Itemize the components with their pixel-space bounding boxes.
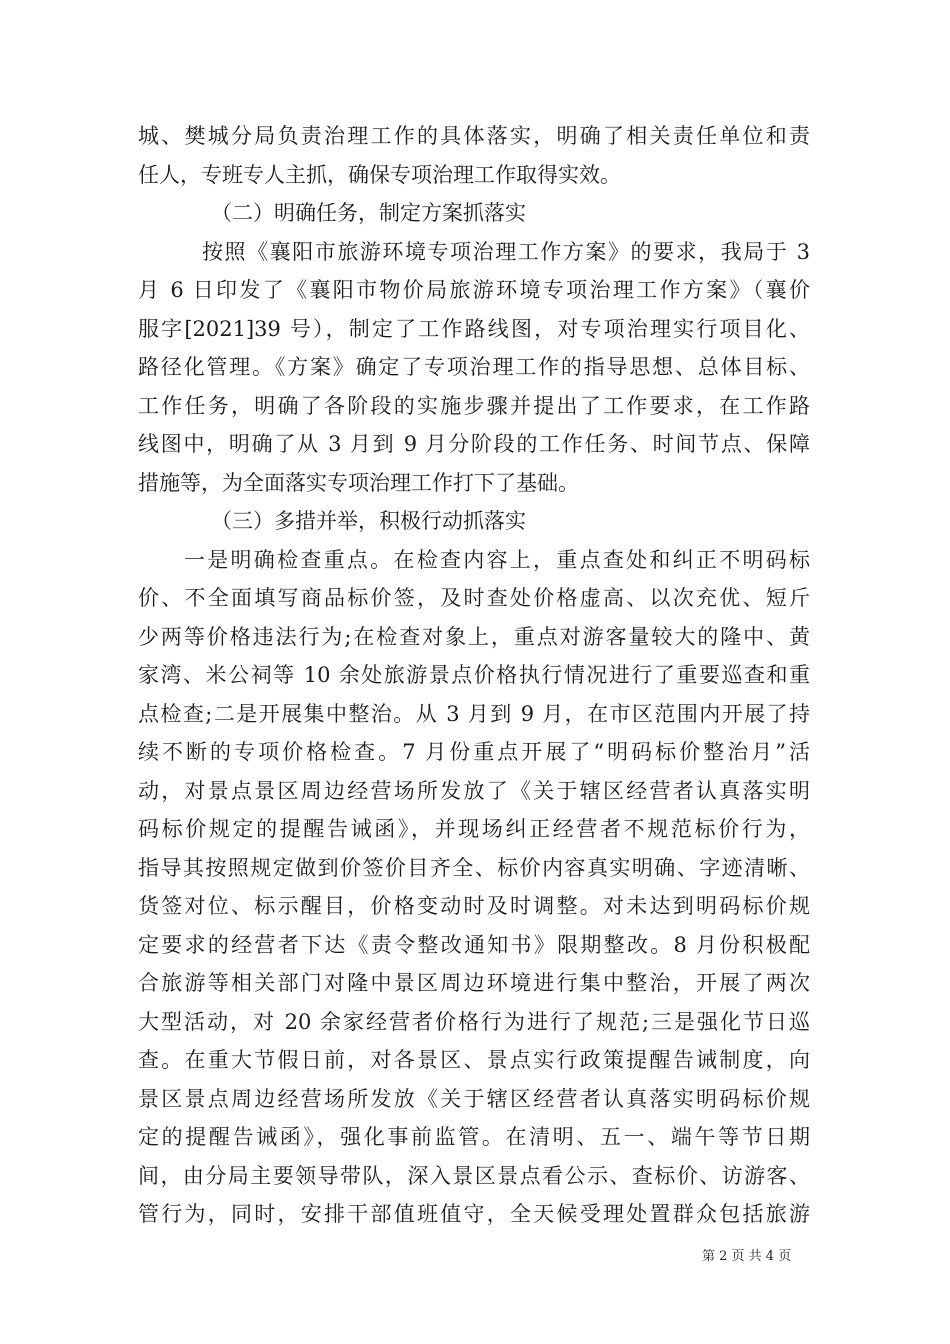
text-line: 定要求的经营者下达《责令整改通知书》限期整改。8 月份积极配 bbox=[138, 932, 810, 957]
body-text bbox=[138, 117, 810, 1234]
text-line: 景区景点周边经营场所发放《关于辖区经营者认真落实明码标价规 bbox=[138, 1086, 810, 1111]
text-line: 按照《襄阳市旅游环境专项治理工作方案》的要求，我局于 3 bbox=[202, 239, 810, 264]
text-line: 大型活动，对 20 余家经营者价格行为进行了规范;三是强化节日巡 bbox=[138, 1009, 810, 1034]
text-line: 城、樊城分局负责治理工作的具体落实，明确了相关责任单位和责 bbox=[138, 124, 810, 148]
text-line: 点检查;二是开展集中整治。从 3 月到 9 月，在市区范围内开展了持 bbox=[138, 701, 810, 726]
text-line: 价、不全面填写商品标价签，及时查处价格虚高、以次充优、短斤 bbox=[138, 586, 810, 610]
text-line: 码标价规定的提醒告诫函》，并现场纠正经营者不规范标价行为， bbox=[138, 817, 810, 841]
text-line: 措施等，为全面落实专项治理工作打下了基础。 bbox=[138, 470, 579, 495]
text-line: 合旅游等相关部门对隆中景区周边环境进行集中整治，开展了两次 bbox=[138, 971, 810, 995]
text-line: 任人，专班专人主抓，确保专项治理工作取得实效。 bbox=[138, 162, 621, 187]
text-line: 动，对景点景区周边经营场所发放了《关于辖区经营者认真落实明 bbox=[138, 778, 810, 803]
text-line: 查。在重大节假日前，对各景区、景点实行政策提醒告诫制度，向 bbox=[138, 1048, 810, 1072]
text-line: 线图中，明确了从 3 月到 9 月分阶段的工作任务、时间节点、保障 bbox=[138, 432, 810, 456]
text-line: 管行为，同时，安排干部值班值守，全天候受理处置群众包括旅游 bbox=[138, 1202, 810, 1226]
text-line: 定的提醒告诫函》，强化事前监管。在清明、五一、端午等节日期 bbox=[138, 1125, 810, 1149]
text-line: 工作任务，明确了各阶段的实施步骤并提出了工作要求，在工作路 bbox=[138, 393, 810, 418]
text-line: 路径化管理。《方案》确定了专项治理工作的指导思想、总体目标、 bbox=[138, 355, 810, 379]
text-line: 间，由分局主要领导带队，深入景区景点看公示、查标价、访游客、 bbox=[138, 1163, 810, 1188]
text-line: 家湾、米公祠等 10 余处旅游景点价格执行情况进行了重要巡查和重 bbox=[138, 663, 810, 687]
text-line: 指导其按照规定做到价签价目齐全、标价内容真实明确、字迹清晰、 bbox=[138, 855, 810, 880]
section-heading: （三）多措并举，积极行动抓落实 bbox=[211, 509, 526, 533]
text-line: 续不断的专项价格检查。7 月份重点开展了“明码标价整治月”活 bbox=[138, 740, 810, 764]
text-line: 月 6 日印发了《襄阳市物价局旅游环境专项治理工作方案》（襄价 bbox=[138, 278, 810, 302]
text-line: 一是明确检查重点。在检查内容上，重点查处和纠正不明码标 bbox=[184, 547, 810, 572]
text-line: 少两等价格违法行为;在检查对象上，重点对游客量较大的隆中、黄 bbox=[138, 624, 810, 649]
page-number-footer: 第 2 页 共 4 页 bbox=[702, 1249, 792, 1264]
text-line: 服字[2021]39 号），制定了工作路线图，对专项治理实行项目化、 bbox=[138, 316, 810, 341]
text-line: 货签对位、标示醒目，价格变动时及时调整。对未达到明码标价规 bbox=[138, 894, 810, 918]
section-heading: （二）明确任务，制定方案抓落实 bbox=[211, 201, 526, 225]
